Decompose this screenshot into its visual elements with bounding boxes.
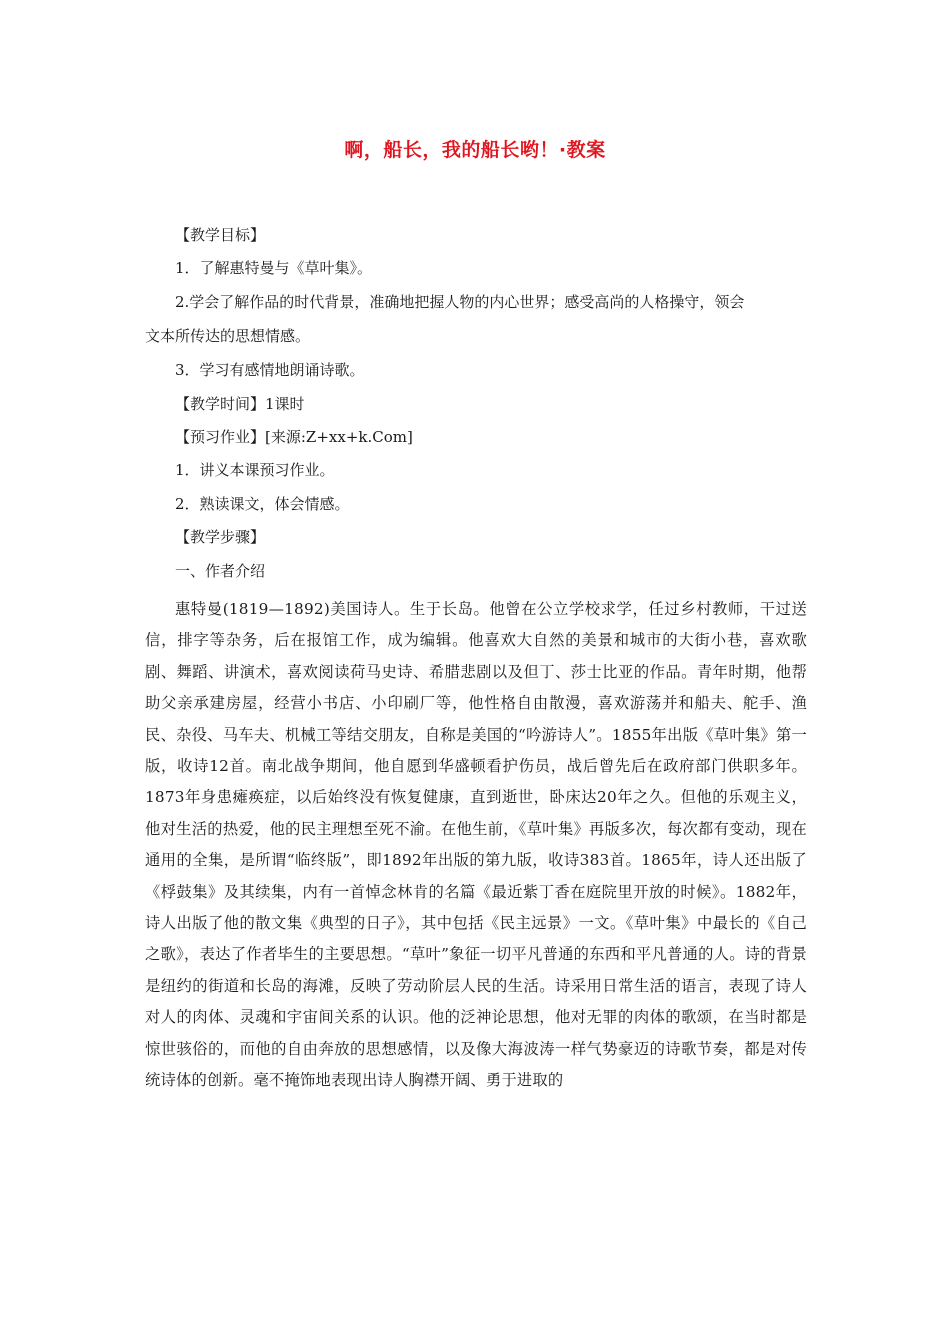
section-heading-time: 【教学时间】1课时 bbox=[175, 395, 305, 413]
objective-item-2: 2.学会了解作品的时代背景，准确地把握人物的内心世界；感受高尚的人格操守，领会 bbox=[175, 293, 745, 311]
preview-item-1: 1．讲义本课预习作业。 bbox=[175, 461, 335, 479]
section-heading-steps: 【教学步骤】 bbox=[175, 528, 266, 546]
objective-item-2-continued: 文本所传达的思想情感。 bbox=[145, 327, 311, 345]
objective-item-3: 3．学习有感情地朗诵诗歌。 bbox=[175, 361, 365, 379]
section-heading-preview: 【预习作业】[来源:Z+xx+k.Com] bbox=[175, 428, 413, 446]
objective-item-1: 1．了解惠特曼与《草叶集》。 bbox=[175, 259, 373, 277]
document-title: 啊，船长，我的船长哟！·教案 bbox=[344, 139, 606, 161]
section-heading-objectives: 【教学目标】 bbox=[175, 226, 266, 244]
preview-item-2: 2．熟读课文，体会情感。 bbox=[175, 495, 350, 513]
author-introduction-paragraph: 惠特曼(1819—1892)美国诗人。生于长岛。他曾在公立学校求学，任过乡村教师，干过送信，排字等杂务，后在报馆工作，成为编辑。他喜欢大自然的美景和城市的大街小巷，喜欢歌剧、舞蹈、讲演术，喜欢阅读荷马史诗、希腊悲剧以及但丁、莎士比亚的作品。青年时期，他帮助父亲承建房屋，经营小书店、小印刷厂等，他性格自由散漫，喜欢游荡并和船夫、舵手、渔民、杂役、马车夫、机械工等结交朋友，自称是美国的“吟游诗人”。1855年出版《草叶集》第一版，收诗12首。南北战争期间，他自愿到华盛顿看护伤员，战后曾先后在政府部门供职多年。1873年身患瘫痪症，以后始终没有恢复健康，直到逝世，卧床达20年之久。但他的乐观主义，他对生活的热爱，他的民主理想至死不渝。在他生前，《草叶集》再版多次，每次都有变动，现在通用的全集，是所谓“临终版”，即1892年出版的第九版，收诗383首。1865年，诗人还出版了《桴鼓集》及其续集，内有一首悼念林肯的名篇《最近紫丁香在庭院里开放的时候》。1882年，诗人出版了他的散文集《典型的日子》，其中包括《民主远景》一文。《草叶集》中最长的《自己之歌》，表达了作者毕生的主要思想。“草叶”象征一切平凡普通的东西和平凡普通的人。诗的背景是纽约的街道和长岛的海滩，反映了劳动阶层人民的生活。诗采用日常生活的语言，表现了诗人对人的肉体、灵魂和宇宙间关系的认识。他的泛神论思想，他对无罪的肉体的歌颂，在当时都是惊世骇俗的，而他的自由奔放的思想感情，以及像大海波涛一样气势豪迈的诗歌节奏，都是对传统诗体的创新。毫不掩饰地表现出诗人胸襟开阔、勇于进取的 bbox=[145, 600, 807, 1090]
step-heading-author: 一、作者介绍 bbox=[175, 562, 266, 580]
